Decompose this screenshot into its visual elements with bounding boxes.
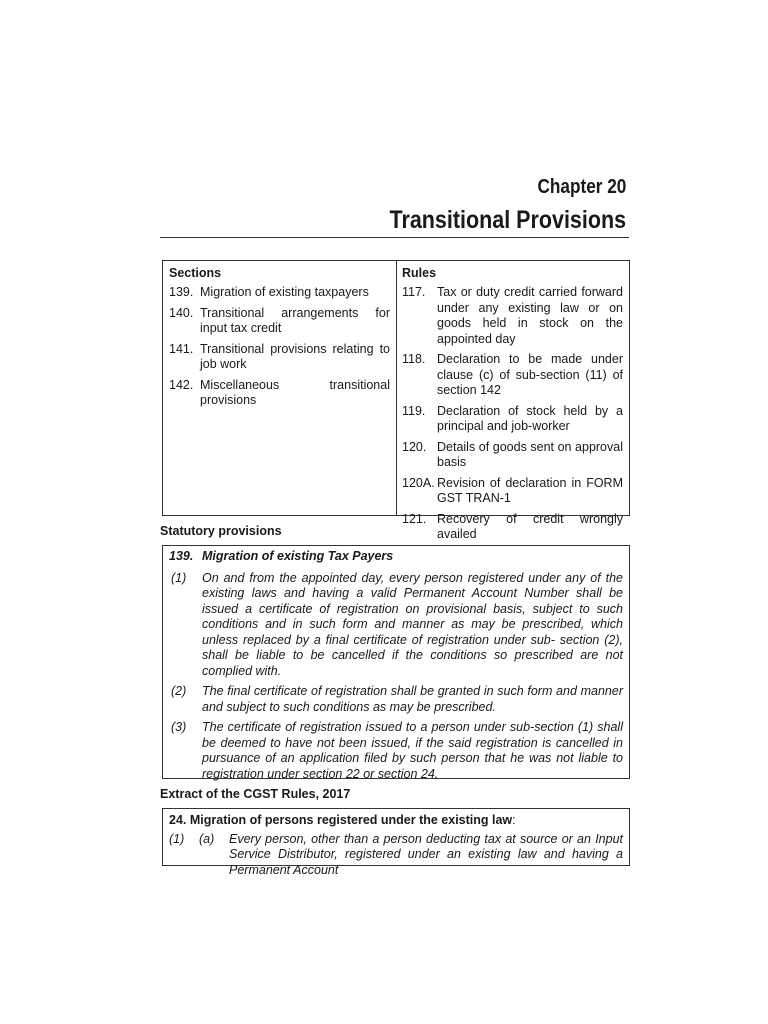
rule-entry xyxy=(402,285,623,347)
rules-column xyxy=(397,261,629,541)
rule-colon: : xyxy=(512,813,516,827)
clause-number: (3) xyxy=(171,720,187,734)
statutory-section-number: 139. xyxy=(169,549,194,563)
rule-name: Migration of persons registered under the existing law xyxy=(189,813,513,827)
cgst-rules-heading: Extract of the CGST Rules, 2017 xyxy=(160,787,351,801)
section-number: 140. xyxy=(169,305,194,320)
rule-text: Declaration to be made under clause (c) of sub-section (11) of section 142 xyxy=(437,352,623,397)
rule-number: 121. xyxy=(402,511,427,526)
rule-number: 120. xyxy=(402,439,427,454)
rule-text: Recovery of credit wrongly availed xyxy=(437,511,623,541)
section-text: Transitional provisions relating to job work xyxy=(200,341,390,371)
title-divider xyxy=(160,237,629,238)
cgst-rules-box xyxy=(162,808,630,877)
section-number: 141. xyxy=(169,341,194,356)
section-text: Miscellaneous transitional provisions xyxy=(200,377,390,407)
statutory-heading: Statutory provisions xyxy=(160,524,282,538)
chapter-title: Transitional Provisions xyxy=(389,206,626,234)
statutory-clause xyxy=(169,720,623,782)
statutory-box xyxy=(162,545,630,779)
clause-text: The final certificate of registration shall be granted in such form and manner and subject to such conditions as may be prescribed. xyxy=(202,684,623,714)
clause-text: The certificate of registration issued to a person under sub-section (1) shall be deemed to have not been issued, if the said registration is cancelled in pursuance of an application filed by such person that he was not liable to registration under section 22 or section 24. xyxy=(202,720,623,781)
statutory-clause xyxy=(169,571,623,680)
clause-number: (2) xyxy=(171,684,187,698)
statutory-section-name: Migration of existing Tax Payers xyxy=(202,549,394,563)
rule-entry xyxy=(402,440,623,471)
section-text: Migration of existing taxpayers xyxy=(200,285,369,299)
sections-column xyxy=(163,261,397,515)
clause-text: On and from the appointed day, every person registered under any of the existing laws and having a valid Permanent Account Number shall be issued a certificate of registration on provisional basis, subject to such conditions and in such form and manner as may be prescribed, which unless replaced by a final certificate of registration under sub- section (2), shall be liable to be cancelled if the conditions so prescribed are not complied with. xyxy=(202,570,623,678)
section-entry xyxy=(169,342,390,373)
rule-number: 24. xyxy=(169,813,187,827)
rule-subclause-number: (a) xyxy=(199,831,215,846)
rule-entry xyxy=(402,404,623,435)
rule-entry xyxy=(402,352,623,399)
rule-number: 119. xyxy=(402,403,426,418)
rule-text: Tax or duty credit carried forward under any existing law or on goods held in stock on the appointed day xyxy=(437,285,623,346)
section-number: 142. xyxy=(169,377,194,392)
section-entry xyxy=(169,306,390,337)
rule-entry xyxy=(402,512,623,543)
chapter-number: Chapter 20 xyxy=(537,176,626,198)
section-entry xyxy=(169,378,390,409)
rule-clause-number: (1) xyxy=(169,831,185,846)
sections-header: Sections xyxy=(169,266,222,280)
rule-text: Revision of declaration in FORM GST TRAN-1 xyxy=(437,475,623,505)
clause-number: (1) xyxy=(171,570,187,585)
section-number: 139. xyxy=(169,285,194,299)
rule-entry xyxy=(402,476,623,507)
statutory-section-title xyxy=(169,549,623,565)
rule-clause xyxy=(169,832,623,879)
rule-number: 117. xyxy=(402,285,426,299)
rules-header: Rules xyxy=(402,266,437,280)
rule-clause-text: Every person, other than a person deducting tax at source or an Input Service Distributor, registered under an existing law and having a Permanent Account xyxy=(229,831,623,877)
rule-number: 120A. xyxy=(402,475,435,490)
rule-text: Details of goods sent on approval basis xyxy=(437,439,623,469)
rule-number: 118. xyxy=(402,352,426,366)
section-text: Transitional arrangements for input tax credit xyxy=(200,305,390,335)
statutory-clause xyxy=(169,684,623,715)
rule-title xyxy=(169,813,623,829)
section-entry xyxy=(169,285,390,301)
rule-text: Declaration of stock held by a principal and job-worker xyxy=(437,403,623,433)
